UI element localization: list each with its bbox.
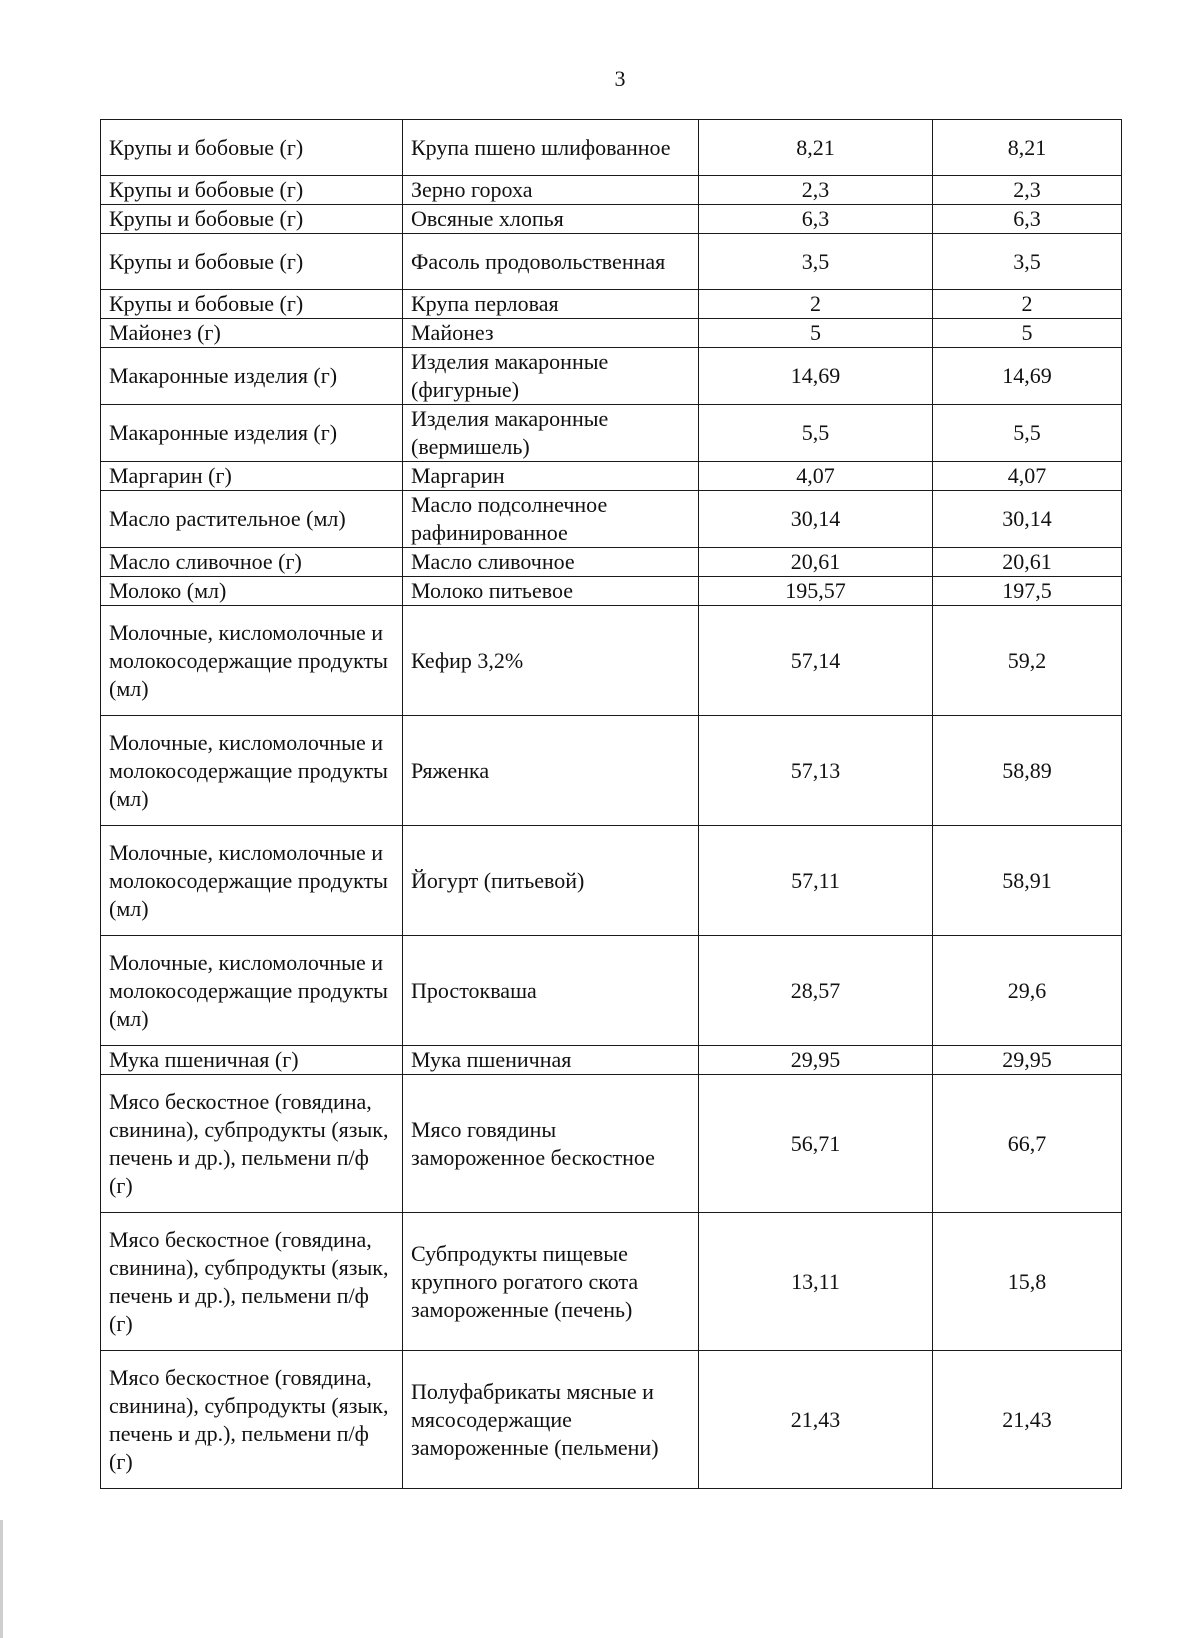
category-cell: Крупы и бобовые (г) xyxy=(101,290,403,319)
value2-cell: 66,7 xyxy=(933,1075,1122,1213)
category-cell: Мясо бескостное (говядина, свинина), субпродукты (язык, печень и др.), пельмени п/ф (г) xyxy=(101,1213,403,1351)
value1-cell: 57,13 xyxy=(699,716,933,826)
value2-cell: 21,43 xyxy=(933,1351,1122,1489)
table-row xyxy=(101,205,1122,234)
value1-cell: 5 xyxy=(699,319,933,348)
table-row xyxy=(101,1075,1122,1213)
product-cell: Маргарин xyxy=(403,462,699,491)
table-body xyxy=(101,120,1122,1489)
category-cell: Крупы и бобовые (г) xyxy=(101,120,403,176)
table-row xyxy=(101,1351,1122,1489)
category-cell: Масло сливочное (г) xyxy=(101,548,403,577)
value1-cell: 57,11 xyxy=(699,826,933,936)
table-row xyxy=(101,120,1122,176)
product-cell: Молоко питьевое xyxy=(403,577,699,606)
value1-cell: 57,14 xyxy=(699,606,933,716)
value1-cell: 2 xyxy=(699,290,933,319)
product-cell: Изделия макаронные (вермишель) xyxy=(403,405,699,462)
value1-cell: 8,21 xyxy=(699,120,933,176)
value2-cell: 15,8 xyxy=(933,1213,1122,1351)
category-cell: Крупы и бобовые (г) xyxy=(101,176,403,205)
product-cell: Фасоль продовольственная xyxy=(403,234,699,290)
value1-cell: 56,71 xyxy=(699,1075,933,1213)
product-cell: Полуфабрикаты мясные и мясосодержащие замороженные (пельмени) xyxy=(403,1351,699,1489)
product-cell: Зерно гороха xyxy=(403,176,699,205)
category-cell: Молочные, кисломолочные и молокосодержащие продукты (мл) xyxy=(101,936,403,1046)
value2-cell: 59,2 xyxy=(933,606,1122,716)
product-cell: Масло подсолнечное рафинированное xyxy=(403,491,699,548)
value2-cell: 29,6 xyxy=(933,936,1122,1046)
value1-cell: 2,3 xyxy=(699,176,933,205)
value2-cell: 3,5 xyxy=(933,234,1122,290)
category-cell: Мясо бескостное (говядина, свинина), субпродукты (язык, печень и др.), пельмени п/ф (г) xyxy=(101,1351,403,1489)
product-cell: Простокваша xyxy=(403,936,699,1046)
product-cell: Субпродукты пищевые крупного рогатого скота замороженные (печень) xyxy=(403,1213,699,1351)
value2-cell: 5 xyxy=(933,319,1122,348)
table-row xyxy=(101,1046,1122,1075)
value1-cell: 21,43 xyxy=(699,1351,933,1489)
value2-cell: 29,95 xyxy=(933,1046,1122,1075)
category-cell: Молочные, кисломолочные и молокосодержащие продукты (мл) xyxy=(101,716,403,826)
value1-cell: 5,5 xyxy=(699,405,933,462)
table-row xyxy=(101,491,1122,548)
table-row xyxy=(101,405,1122,462)
value2-cell: 2 xyxy=(933,290,1122,319)
table-row xyxy=(101,348,1122,405)
product-cell: Мука пшеничная xyxy=(403,1046,699,1075)
category-cell: Крупы и бобовые (г) xyxy=(101,205,403,234)
product-cell: Овсяные хлопья xyxy=(403,205,699,234)
value2-cell: 5,5 xyxy=(933,405,1122,462)
table-row xyxy=(101,462,1122,491)
product-cell: Кефир 3,2% xyxy=(403,606,699,716)
table-row xyxy=(101,1213,1122,1351)
product-cell: Йогурт (питьевой) xyxy=(403,826,699,936)
category-cell: Мука пшеничная (г) xyxy=(101,1046,403,1075)
table-row xyxy=(101,826,1122,936)
category-cell: Макаронные изделия (г) xyxy=(101,348,403,405)
category-cell: Молоко (мл) xyxy=(101,577,403,606)
product-cell: Масло сливочное xyxy=(403,548,699,577)
value2-cell: 2,3 xyxy=(933,176,1122,205)
value2-cell: 6,3 xyxy=(933,205,1122,234)
value1-cell: 3,5 xyxy=(699,234,933,290)
table-row xyxy=(101,606,1122,716)
category-cell: Маргарин (г) xyxy=(101,462,403,491)
value2-cell: 58,91 xyxy=(933,826,1122,936)
table-row xyxy=(101,936,1122,1046)
value1-cell: 29,95 xyxy=(699,1046,933,1075)
value2-cell: 4,07 xyxy=(933,462,1122,491)
product-cell: Изделия макаронные (фигурные) xyxy=(403,348,699,405)
table-row xyxy=(101,577,1122,606)
value2-cell: 14,69 xyxy=(933,348,1122,405)
category-cell: Крупы и бобовые (г) xyxy=(101,234,403,290)
food-norms-table xyxy=(100,119,1122,1489)
value1-cell: 28,57 xyxy=(699,936,933,1046)
category-cell: Молочные, кисломолочные и молокосодержащие продукты (мл) xyxy=(101,826,403,936)
value1-cell: 13,11 xyxy=(699,1213,933,1351)
value1-cell: 14,69 xyxy=(699,348,933,405)
product-cell: Крупа перловая xyxy=(403,290,699,319)
value1-cell: 4,07 xyxy=(699,462,933,491)
value2-cell: 197,5 xyxy=(933,577,1122,606)
category-cell: Майонез (г) xyxy=(101,319,403,348)
value1-cell: 20,61 xyxy=(699,548,933,577)
value2-cell: 58,89 xyxy=(933,716,1122,826)
product-cell: Мясо говядины замороженное бескостное xyxy=(403,1075,699,1213)
table-row xyxy=(101,176,1122,205)
product-cell: Крупа пшено шлифованное xyxy=(403,120,699,176)
value1-cell: 30,14 xyxy=(699,491,933,548)
value2-cell: 8,21 xyxy=(933,120,1122,176)
value1-cell: 195,57 xyxy=(699,577,933,606)
scan-edge-mark xyxy=(0,1520,3,1638)
table-row xyxy=(101,290,1122,319)
value2-cell: 20,61 xyxy=(933,548,1122,577)
category-cell: Мясо бескостное (говядина, свинина), субпродукты (язык, печень и др.), пельмени п/ф (г) xyxy=(101,1075,403,1213)
table-row xyxy=(101,319,1122,348)
page-number: 3 xyxy=(614,66,626,91)
table-row xyxy=(101,716,1122,826)
category-cell: Макаронные изделия (г) xyxy=(101,405,403,462)
value1-cell: 6,3 xyxy=(699,205,933,234)
table-row xyxy=(101,234,1122,290)
table-row xyxy=(101,548,1122,577)
category-cell: Масло растительное (мл) xyxy=(101,491,403,548)
product-cell: Майонез xyxy=(403,319,699,348)
category-cell: Молочные, кисломолочные и молокосодержащие продукты (мл) xyxy=(101,606,403,716)
value2-cell: 30,14 xyxy=(933,491,1122,548)
product-cell: Ряженка xyxy=(403,716,699,826)
